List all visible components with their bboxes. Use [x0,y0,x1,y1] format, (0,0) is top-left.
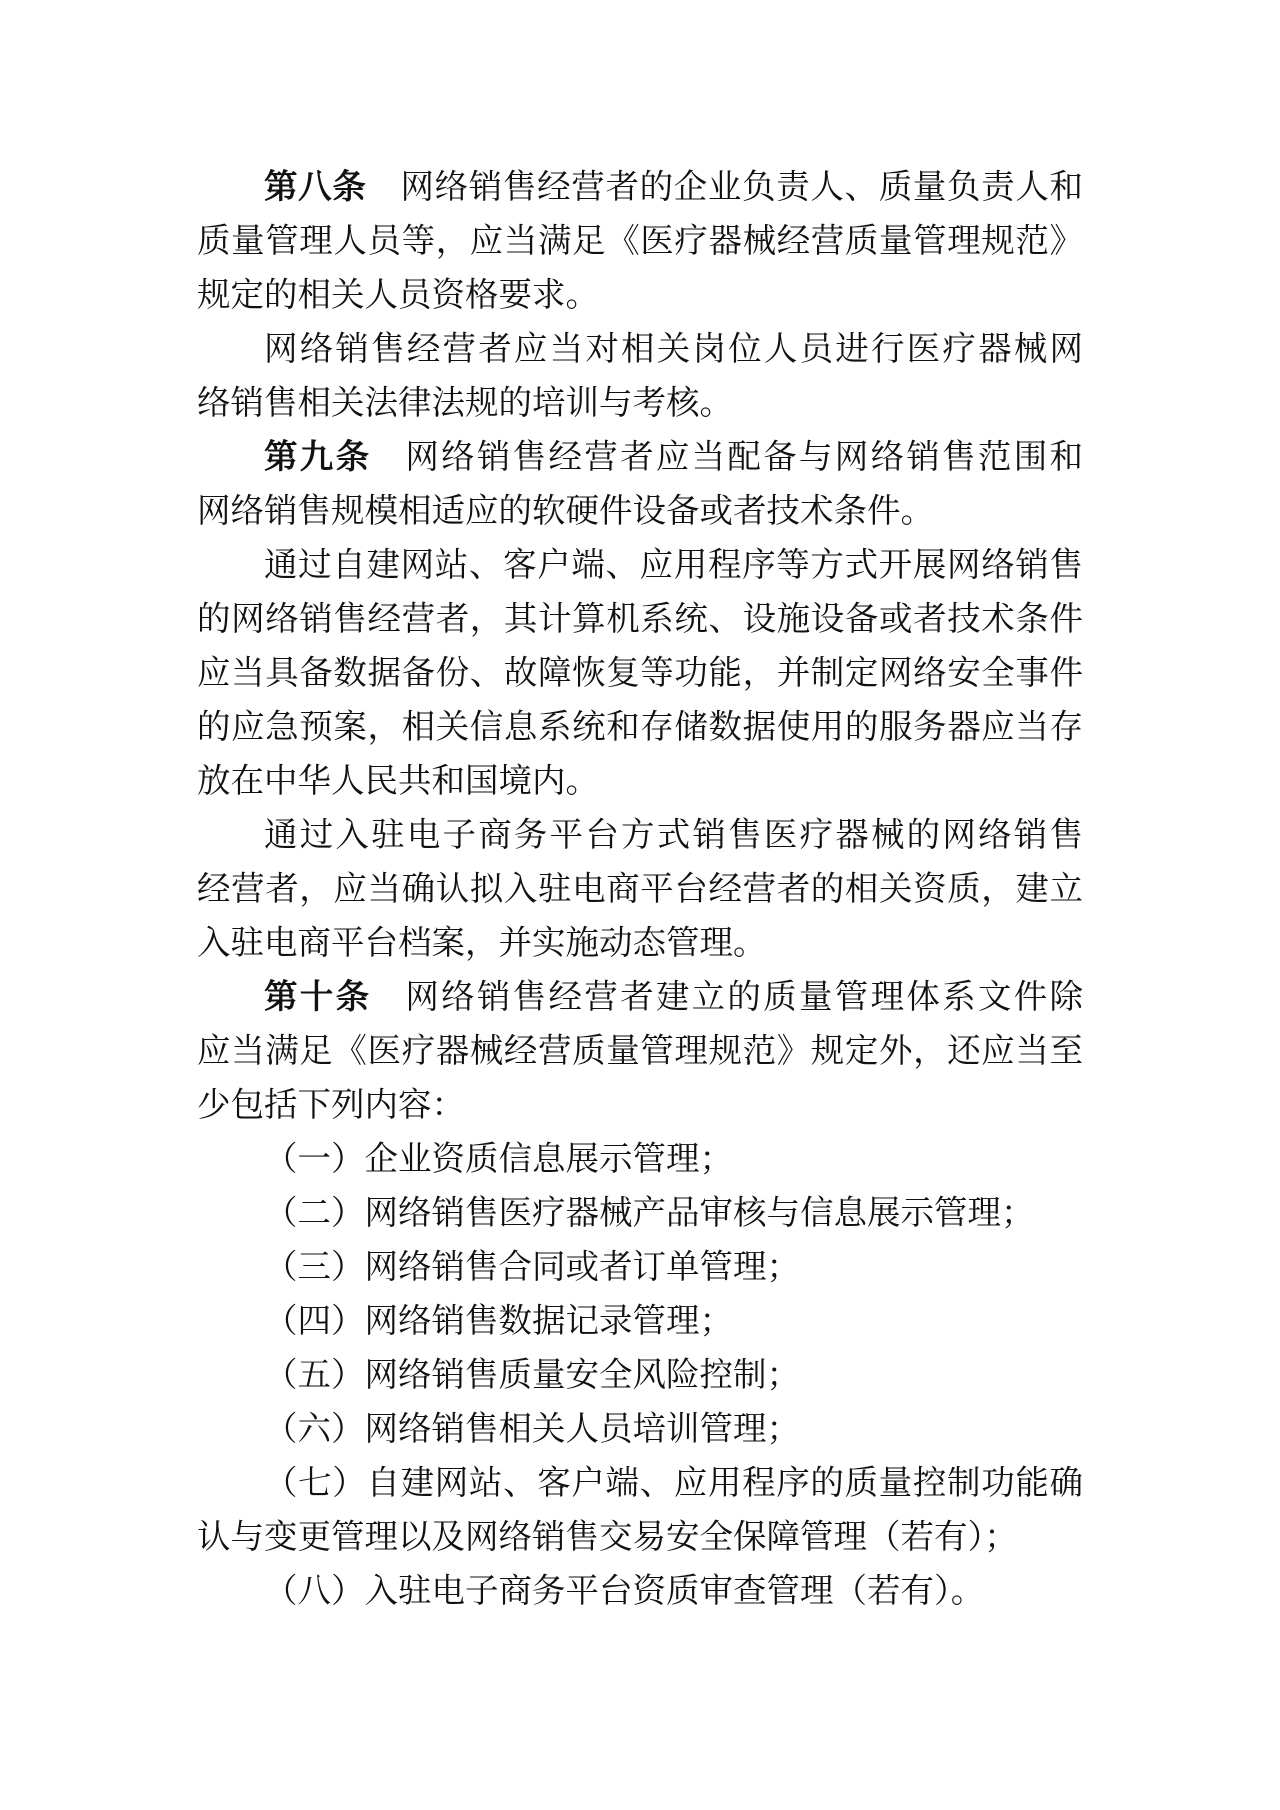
list-item-4: （四）网络销售数据记录管理； [264,1301,733,1340]
document-page [197,160,1083,1618]
article-9-p2-line-1: 通过自建网站、客户端、应用程序等方式开展网络销售 [264,545,1083,584]
article-10-text-1: 网络销售经营者建立的质量管理体系文件除 [405,977,1084,1016]
article-9-label: 第九条 [264,437,372,476]
article-8-p2-line-2: 络销售相关法律法规的培训与考核。 [197,383,733,422]
article-9-p2-line-5: 放在中华人民共和国境内。 [197,761,599,800]
article-8-text-1: 网络销售经营者的企业负责人、质量负责人和 [400,167,1084,206]
list-item-2: （二）网络销售医疗器械产品审核与信息展示管理； [264,1193,1035,1232]
article-9-text-1: 网络销售经营者应当配备与网络销售范围和 [405,437,1084,476]
article-9-p2-line-2: 的网络销售经营者，其计算机系统、设施设备或者技术条件 [197,599,1083,638]
article-10-label: 第十条 [264,977,372,1016]
list-item-7-line-2: 认与变更管理以及网络销售交易安全保障管理（若有）； [197,1517,1018,1556]
article-10-line-2: 应当满足《医疗器械经营质量管理规范》规定外，还应当至 [197,1031,1083,1070]
list-item-8: （八）入驻电子商务平台资质审查管理（若有）。 [264,1571,985,1610]
list-item-6: （六）网络销售相关人员培训管理； [264,1409,800,1448]
article-9-p3-line-1: 通过入驻电子商务平台方式销售医疗器械的网络销售 [264,815,1083,854]
article-10-line-1 [197,970,1083,1024]
article-9-p2-line-3: 应当具备数据备份、故障恢复等功能，并制定网络安全事件 [197,653,1083,692]
article-9-line-2: 网络销售规模相适应的软硬件设备或者技术条件。 [197,491,934,530]
list-item-1: （一）企业资质信息展示管理； [264,1139,733,1178]
list-item-3: （三）网络销售合同或者订单管理； [264,1247,800,1286]
list-item-7-line-1: （七）自建网站、客户端、应用程序的质量控制功能确 [264,1463,1083,1502]
article-8-line-3: 规定的相关人员资格要求。 [197,275,599,314]
article-9-line-1 [197,430,1083,484]
list-item-5: （五）网络销售质量安全风险控制； [264,1355,800,1394]
article-10-line-3: 少包括下列内容： [197,1085,465,1124]
article-9-p3-line-3: 入驻电商平台档案，并实施动态管理。 [197,923,767,962]
article-8-line-2: 质量管理人员等，应当满足《医疗器械经营质量管理规范》 [197,221,1083,260]
article-8-label: 第八条 [264,167,367,206]
article-8-line-1 [197,160,1083,214]
article-9-p2-line-4: 的应急预案，相关信息系统和存储数据使用的服务器应当存 [197,707,1083,746]
article-9-p3-line-2: 经营者，应当确认拟入驻电商平台经营者的相关资质，建立 [197,869,1083,908]
article-8-p2-line-1: 网络销售经营者应当对相关岗位人员进行医疗器械网 [264,329,1083,368]
